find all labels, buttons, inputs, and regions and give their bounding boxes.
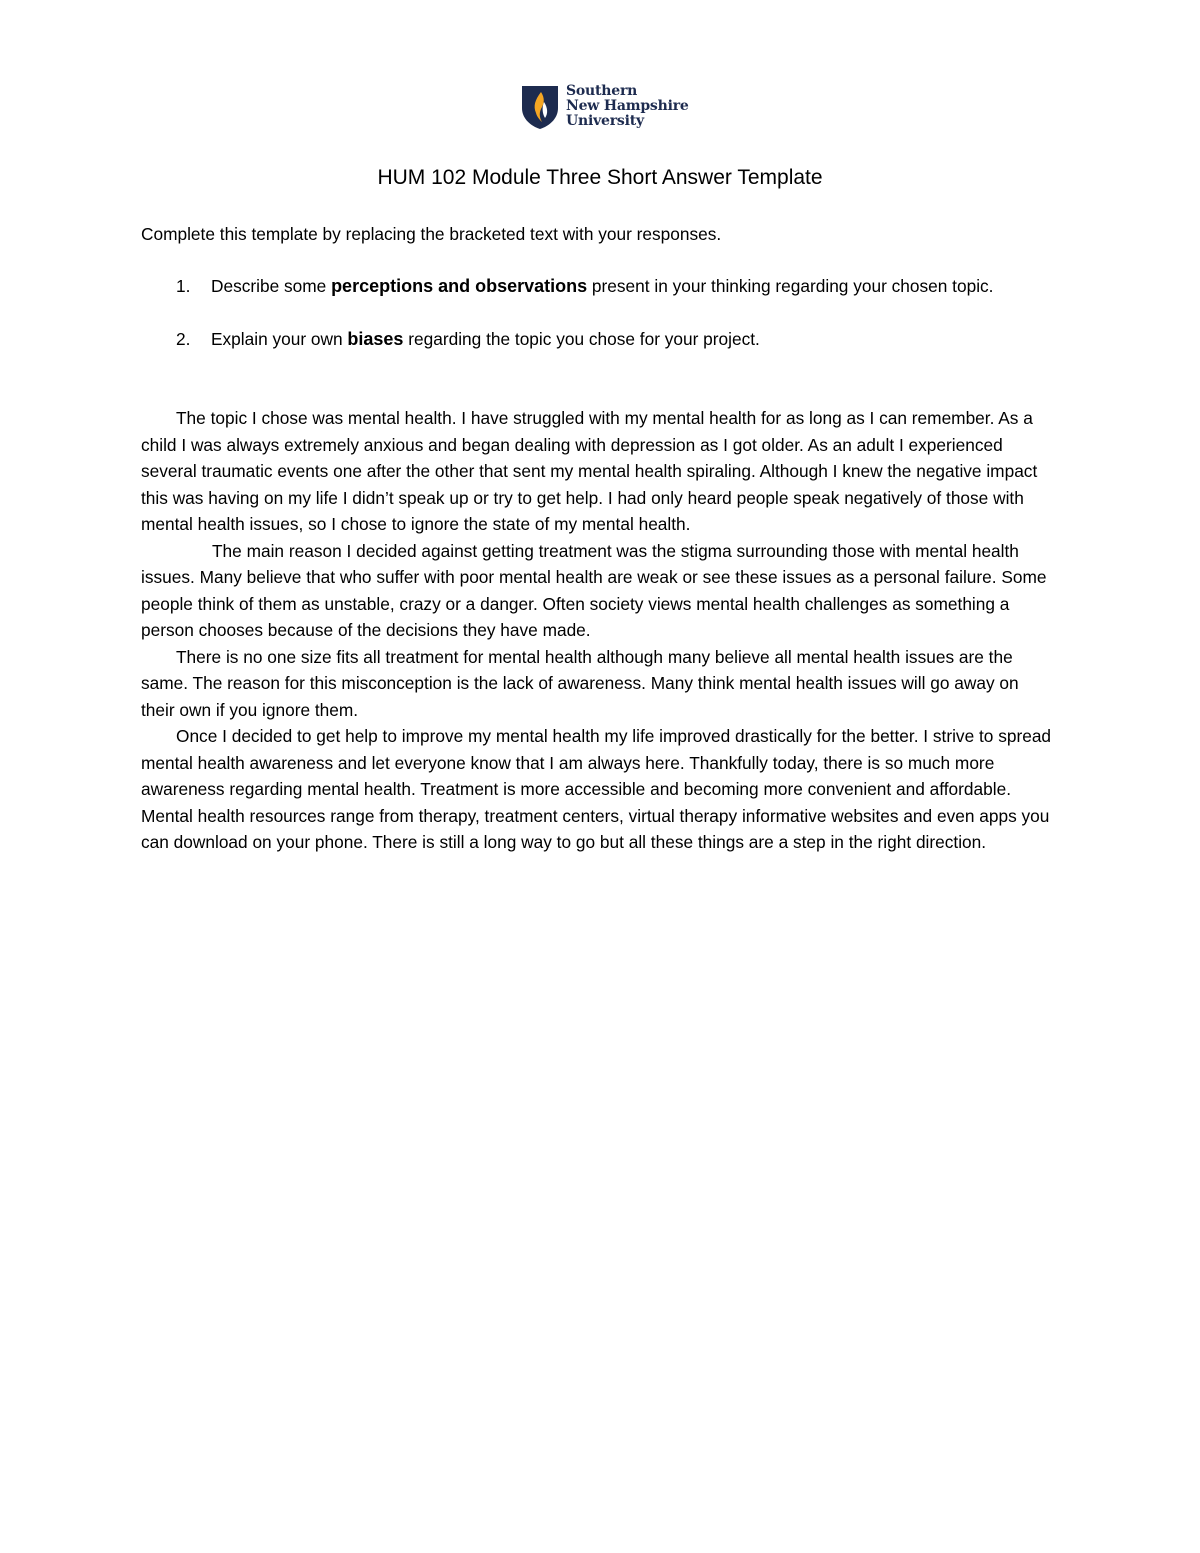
shield-flame-icon bbox=[520, 84, 560, 130]
essay-paragraph: The topic I chose was mental health. I have struggled with my mental health for as long as I can remember. As a child I was always extremely anxious and began dealing with depression as I got older. As an adult I experienced several traumatic events one after the other that sent my mental health spiraling. Although I knew the negative impact this was having on my life I didn’t speak up or try to get help. I had only heard people speak negatively of those with mental health issues, so I chose to ignore the state of my mental health. bbox=[141, 408, 1038, 534]
question-list bbox=[141, 273, 1056, 378]
document-title: HUM 102 Module Three Short Answer Template bbox=[377, 166, 823, 189]
instructions-text: Complete this template by replacing the bracketed text with your responses. bbox=[141, 224, 722, 244]
essay-paragraph: Once I decided to get help to improve my mental health my life improved drastically for the better. I strive to spread mental health awareness and let everyone know that I am always here. Thankfully today, there is so much more awareness regarding mental health. Treatment is more accessible and becoming more convenient and affordable. Mental health resources range from therapy, treatment centers, virtual therapy informative websites and even apps you can download on your phone. There is still a long way to go but all these things are a step in the right direction. bbox=[141, 726, 1052, 852]
question-number: 1. bbox=[176, 276, 191, 296]
question-number: 2. bbox=[176, 328, 191, 349]
question-item bbox=[141, 273, 1056, 300]
question-text-after: present in your thinking regarding your chosen topic. bbox=[587, 276, 994, 296]
question-emphasis: perceptions and observations bbox=[331, 276, 588, 296]
university-logo bbox=[520, 84, 690, 134]
logo-line-2: New Hampshire bbox=[566, 98, 689, 114]
essay-response bbox=[141, 405, 1056, 856]
logo-line-3: University bbox=[566, 113, 644, 129]
essay-paragraph: The main reason I decided against getting treatment was the stigma surrounding those with mental health issues. Many believe that who suffer with poor mental health are weak or see these issues as a personal failure. Some people think of them as unstable, crazy or a danger. Often society views mental health challenges as something a person chooses because of the decisions they have made. bbox=[141, 540, 1047, 640]
question-text-before: Explain your own bbox=[211, 328, 348, 349]
question-item bbox=[141, 326, 1056, 353]
logo-wordmark bbox=[566, 84, 689, 129]
essay-paragraph: There is no one size fits all treatment for mental health although many believe all mental health issues are the same. The reason for this misconception is the lack of awareness. Many think mental health issues will go away on their own if you ignore them. bbox=[141, 646, 1019, 720]
question-emphasis: biases bbox=[347, 328, 404, 349]
logo-line-1: Southern bbox=[566, 83, 638, 99]
question-text-before: Describe some bbox=[211, 276, 332, 296]
question-text-after: regarding the topic you chose for your project. bbox=[403, 328, 760, 349]
